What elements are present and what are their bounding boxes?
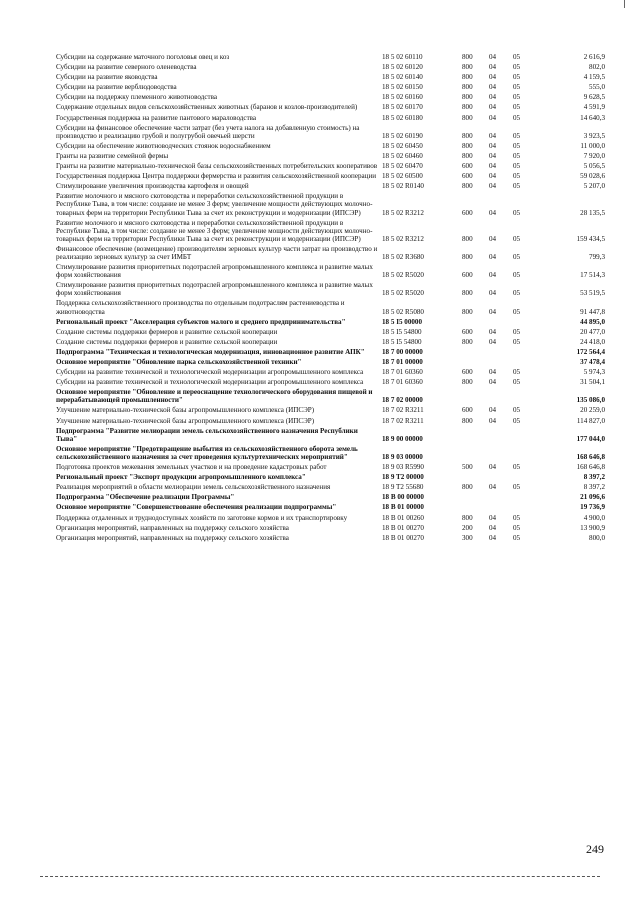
row-amount: 159 434,5 (576, 234, 605, 243)
row-amount: 44 895,0 (580, 317, 605, 326)
row-section: 04 (489, 83, 497, 92)
row-section: 04 (489, 533, 497, 542)
row-subsection: 05 (513, 53, 521, 61)
row-amount: 8 397,2 (583, 473, 605, 482)
row-subsection: 05 (513, 271, 521, 280)
row-amount: 2 616,9 (583, 53, 605, 61)
table-row (56, 191, 605, 217)
row-section: 04 (489, 162, 497, 171)
row-expense-type: 800 (462, 307, 473, 316)
row-subsection (513, 444, 539, 462)
table-row (56, 327, 605, 337)
row-name: Основное мероприятие "Совершенствование обеспечения реализации подпрограммы" (56, 503, 337, 512)
row-name: Субсидии на развитие технической и технологической модернизации агропромышленного комплекса (56, 368, 364, 377)
row-expense-type: 600 (462, 406, 473, 415)
row-code: 18 5 02 R0140 (382, 182, 424, 191)
row-amount: 555,0 (589, 83, 605, 92)
row-amount: 91 447,8 (580, 307, 605, 316)
row-expense-type: 800 (462, 141, 473, 150)
row-code: 18 7 02 R3211 (382, 406, 424, 415)
row-amount: 7 920,0 (583, 151, 605, 160)
row-section: 04 (489, 307, 497, 316)
row-name: Гранты на развитие семейной фермы (56, 151, 169, 160)
row-amount: 4 591,9 (583, 103, 605, 112)
table-row (56, 347, 605, 357)
row-code: 18 9 T2 00000 (382, 473, 424, 482)
row-amount: 5 974,3 (583, 368, 605, 377)
row-expense-type: 800 (462, 103, 473, 112)
row-section: 04 (489, 483, 497, 492)
row-subsection: 05 (513, 368, 521, 377)
row-name: Региональный проект "Экспорт продукции агропромышленного комплекса" (56, 473, 306, 482)
row-subsection (513, 357, 539, 367)
table-row (56, 113, 605, 123)
row-name: Основное мероприятие "Обновление и переоснащение технологического оборудования пищевой и перерабатывающей промышленности" (56, 388, 373, 405)
row-code: 18 5 02 R3212 (382, 208, 424, 217)
row-expense-type: 600 (462, 327, 473, 336)
row-name: Создание системы поддержки фермеров и развитие сельской кооперации (56, 337, 278, 346)
table-row (56, 444, 605, 462)
table-row (56, 367, 605, 377)
row-code: 18 B 01 00260 (382, 513, 424, 522)
row-name: Развитие молочного и мясного скотоводства и переработки сельскохозяйственной продукции в Республике Тыва, в том числе: создание не менее 3 ферм; увеличение мощности действующих молочно-товарных ферм на территории Республики Тыва за счет их реконструкции и модернизации (ИПСЭР) (56, 218, 373, 243)
row-code: 18 5 02 60500 (382, 172, 423, 181)
row-code: 18 5 02 60190 (382, 131, 423, 140)
row-name: Субсидии на развитие северного оленеводства (56, 63, 197, 72)
row-section: 04 (489, 113, 497, 122)
row-name: Основное мероприятие "Предотвращение выбытия из сельскохозяйственного оборота земель сельскохозяйственного назначения за счет проведения культуртехнических мероприятий" (56, 444, 358, 461)
row-amount: 3 923,5 (583, 131, 605, 140)
table-row (56, 513, 605, 523)
page-number: 249 (586, 842, 604, 856)
row-expense-type: 800 (462, 182, 473, 191)
row-expense-type: 600 (462, 172, 473, 181)
row-section: 04 (489, 406, 497, 415)
row-code: 18 B 01 00270 (382, 523, 424, 532)
row-subsection: 05 (513, 131, 521, 140)
row-section: 04 (489, 103, 497, 112)
row-section (489, 357, 513, 367)
row-name: Развитие молочного и мясного скотоводства и переработки сельскохозяйственной продукции в Республике Тыва, в том числе: создание не менее 3 ферм; увеличение мощности действующих молочно-товарных ферм на территории Республики Тыва за счет их реконструкции и модернизации (ИПСЭР) (56, 192, 373, 217)
row-name: Государственная поддержка Центра поддержки фермерства и развития сельскохозяйственной кооперации (56, 172, 377, 181)
row-expense-type (462, 502, 489, 512)
table-row (56, 492, 605, 502)
row-expense-type: 200 (462, 523, 473, 532)
row-name: Организация мероприятий, направленных на поддержку сельского хозяйства (56, 523, 289, 532)
row-name: Подпрограмма "Развитие мелиорации земель сельскохозяйственного назначения Республики Тыва" (56, 426, 358, 443)
row-name: Содержание отдельных видов сельскохозяйственных животных (баранов и козлов-производителей) (56, 103, 358, 112)
table-row (56, 533, 605, 543)
row-subsection: 05 (513, 73, 521, 82)
row-amount: 114 827,0 (576, 416, 605, 425)
table-row (56, 244, 605, 262)
row-code: 18 5 I5 54800 (382, 337, 422, 346)
row-subsection (513, 492, 539, 502)
row-name: Субсидии на содержание маточного поголовья овец и коз (56, 53, 230, 61)
row-amount: 31 504,1 (580, 378, 605, 387)
row-expense-type: 800 (462, 83, 473, 92)
row-section: 04 (489, 513, 497, 522)
row-amount: 9 628,5 (583, 93, 605, 102)
row-section: 04 (489, 151, 497, 160)
footer-divider (40, 876, 600, 877)
row-section (489, 492, 513, 502)
row-section: 04 (489, 327, 497, 336)
row-amount: 800,0 (589, 533, 605, 542)
table-row (56, 62, 605, 72)
table-row (56, 387, 605, 405)
row-name: Стимулирование развития приоритетных подотраслей агропромышленного комплекса и развитие малых форм хозяйствования (56, 263, 373, 280)
row-name: Субсидии на поддержку племенного животноводства (56, 93, 217, 102)
row-subsection: 05 (513, 151, 521, 160)
row-subsection (513, 347, 539, 357)
row-subsection: 05 (513, 378, 521, 387)
row-section: 04 (489, 271, 497, 280)
table-row (56, 482, 605, 492)
row-amount: 172 564,4 (576, 347, 605, 356)
table-row (56, 472, 605, 482)
table-row (56, 218, 605, 244)
row-amount: 19 736,9 (580, 503, 605, 512)
row-expense-type: 600 (462, 271, 473, 280)
row-section: 04 (489, 463, 497, 472)
row-amount: 20 477,0 (580, 327, 605, 336)
row-subsection: 05 (513, 289, 521, 298)
row-code: 18 B 01 00270 (382, 533, 424, 542)
row-amount: 799,3 (589, 252, 605, 261)
row-expense-type: 800 (462, 131, 473, 140)
row-amount: 14 640,3 (580, 113, 605, 122)
row-code: 18 5 02 60110 (382, 53, 423, 61)
row-section: 04 (489, 368, 497, 377)
table-row (56, 416, 605, 426)
row-code: 18 7 02 R3211 (382, 416, 424, 425)
budget-table-body (56, 52, 605, 543)
table-row (56, 317, 605, 327)
row-name: Субсидии на развитие верблюдоводства (56, 83, 177, 92)
row-name: Поддержка сельскохозяйственного производства по отдельным подотраслям растениеводства и животноводства (56, 299, 345, 316)
row-section (489, 472, 513, 482)
table-row (56, 405, 605, 415)
row-name: Государственная поддержка на развитие пантового мараловодства (56, 113, 257, 122)
table-row (56, 181, 605, 191)
row-expense-type: 800 (462, 416, 473, 425)
row-subsection: 05 (513, 337, 521, 346)
row-code: 18 5 02 R3680 (382, 252, 424, 261)
table-row (56, 82, 605, 92)
row-subsection: 05 (513, 483, 521, 492)
table-row (56, 92, 605, 102)
row-code: 18 5 02 R3212 (382, 234, 424, 243)
row-code: 18 9 00 00000 (382, 434, 423, 443)
row-code: 18 5 02 60140 (382, 73, 423, 82)
row-subsection: 05 (513, 327, 521, 336)
row-expense-type: 800 (462, 483, 473, 492)
row-expense-type (462, 444, 489, 462)
table-row (56, 502, 605, 512)
row-code: 18 5 02 60150 (382, 83, 423, 92)
row-expense-type: 800 (462, 234, 473, 243)
row-code: 18 7 01 60360 (382, 378, 423, 387)
row-subsection: 05 (513, 234, 521, 243)
row-expense-type: 800 (462, 63, 473, 72)
row-subsection: 05 (513, 172, 521, 181)
row-code: 18 9 03 00000 (382, 452, 423, 461)
row-name: Финансовое обеспечение (возмещение) производителям зерновых культур части затрат на производство и реализацию зерновых культур за счет ИМБТ (56, 244, 378, 261)
row-name: Субсидии на развитие технической и технологической модернизации агропромышленного комплекса (56, 378, 364, 387)
row-name: Субсидии на финансовое обеспечение части затрат (без учета налога на добавленную стоимость) на производство и реализацию грубой и полугрубой овечьей шерсти (56, 123, 360, 140)
row-section (489, 317, 513, 327)
row-section: 04 (489, 182, 497, 191)
row-code: 18 B 00 00000 (382, 493, 424, 502)
table-row (56, 337, 605, 347)
row-amount: 17 514,3 (580, 271, 605, 280)
table-row (56, 357, 605, 367)
row-amount: 53 519,5 (580, 289, 605, 298)
row-code: 18 5 02 R5080 (382, 307, 424, 316)
row-code: 18 5 02 60120 (382, 63, 423, 72)
row-amount: 20 259,0 (580, 406, 605, 415)
row-expense-type: 300 (462, 533, 473, 542)
row-code: 18 5 I5 54800 (382, 327, 422, 336)
row-section: 04 (489, 416, 497, 425)
row-section: 04 (489, 337, 497, 346)
row-section: 04 (489, 93, 497, 102)
row-subsection: 05 (513, 83, 521, 92)
row-section (489, 387, 513, 405)
row-section: 04 (489, 63, 497, 72)
row-code: 18 5 I5 00000 (382, 317, 423, 326)
row-expense-type: 800 (462, 151, 473, 160)
table-row (56, 280, 605, 298)
row-expense-type (462, 347, 489, 357)
table-row (56, 262, 605, 280)
row-amount: 5 207,0 (583, 182, 605, 191)
table-row (56, 151, 605, 161)
row-subsection (513, 317, 539, 327)
row-name: Создание системы поддержки фермеров и развитие сельской кооперации (56, 327, 278, 336)
budget-table (56, 52, 605, 543)
row-subsection: 05 (513, 93, 521, 102)
row-amount: 4 159,5 (583, 73, 605, 82)
row-subsection (513, 387, 539, 405)
row-amount: 802,0 (589, 63, 605, 72)
row-amount: 5 056,5 (583, 162, 605, 171)
row-code: 18 5 02 R5020 (382, 271, 424, 280)
row-amount: 168 646,8 (576, 452, 605, 461)
row-name: Стимулирование увеличения производства картофеля и овощей (56, 182, 249, 191)
table-row (56, 123, 605, 141)
row-name: Улучшение материально-технической базы агропромышленного комплекса (ИПСЭР) (56, 416, 315, 425)
row-code: 18 7 00 00000 (382, 347, 423, 356)
row-name: Улучшение материально-технической базы агропромышленного комплекса (ИПСЭР) (56, 406, 315, 415)
row-expense-type (462, 357, 489, 367)
row-subsection: 05 (513, 63, 521, 72)
row-section: 04 (489, 289, 497, 298)
row-expense-type: 800 (462, 337, 473, 346)
row-subsection: 05 (513, 307, 521, 316)
row-name: Подпрограмма "Обеспечение реализации Программы" (56, 493, 235, 502)
row-subsection: 05 (513, 113, 521, 122)
row-subsection: 05 (513, 463, 521, 472)
row-code: 18 5 02 60450 (382, 141, 423, 150)
row-section: 04 (489, 378, 497, 387)
row-name: Подготовка проектов межевания земельных участков и на проведение кадастровых работ (56, 463, 327, 472)
row-expense-type (462, 492, 489, 502)
row-section: 04 (489, 252, 497, 261)
row-code: 18 9 03 R5990 (382, 463, 424, 472)
row-expense-type: 800 (462, 73, 473, 82)
row-section: 04 (489, 234, 497, 243)
table-row (56, 72, 605, 82)
row-subsection (513, 502, 539, 512)
row-expense-type (462, 317, 489, 327)
row-subsection: 05 (513, 208, 521, 217)
row-code: 18 5 02 60170 (382, 103, 423, 112)
row-expense-type: 600 (462, 208, 473, 217)
table-row (56, 523, 605, 533)
table-row (56, 141, 605, 151)
row-section: 04 (489, 141, 497, 150)
row-amount: 4 900,0 (583, 513, 605, 522)
row-amount: 177 044,0 (576, 434, 605, 443)
table-row (56, 52, 605, 62)
row-section: 04 (489, 523, 497, 532)
row-subsection: 05 (513, 182, 521, 191)
row-expense-type (462, 472, 489, 482)
row-subsection: 05 (513, 141, 521, 150)
row-code: 18 5 02 60180 (382, 113, 423, 122)
row-name: Реализация мероприятий в области мелиорации земель сельскохозяйственного назначения (56, 483, 331, 492)
row-section (489, 347, 513, 357)
table-row (56, 426, 605, 444)
row-expense-type: 800 (462, 289, 473, 298)
row-name: Основное мероприятие "Обновление парка сельскохозяйственной техники" (56, 358, 302, 366)
row-amount: 37 478,4 (580, 358, 605, 366)
row-amount: 59 028,6 (580, 172, 605, 181)
row-expense-type: 600 (462, 368, 473, 377)
row-subsection: 05 (513, 406, 521, 415)
row-expense-type: 800 (462, 53, 473, 61)
row-section: 04 (489, 53, 497, 61)
row-name: Подпрограмма "Техническая и технологическая модернизация, инновационное развитие АПК" (56, 347, 365, 356)
row-amount: 168 646,8 (576, 463, 605, 472)
row-name: Организация мероприятий, направленных на поддержку сельского хозяйства (56, 533, 289, 542)
row-name: Гранты на развитие материально-технической базы сельскохозяйственных потребительских кооперативов (56, 162, 378, 171)
row-amount: 11 000,0 (580, 141, 605, 150)
row-code: 18 5 02 60460 (382, 151, 423, 160)
row-section: 04 (489, 208, 497, 217)
row-amount: 8 397,2 (583, 483, 605, 492)
table-row (56, 171, 605, 181)
row-code: 18 5 02 R5020 (382, 289, 424, 298)
table-row (56, 462, 605, 472)
row-subsection: 05 (513, 103, 521, 112)
row-code: 18 9 T2 55680 (382, 483, 424, 492)
row-name: Субсидии на обеспечение животноводческих стоянок водоснабжением (56, 141, 271, 150)
row-code: 18 7 01 60360 (382, 368, 423, 377)
row-name: Региональный проект "Акселерация субъектов малого и среднего предпринимательства" (56, 317, 346, 326)
row-code: 18 5 02 60470 (382, 162, 423, 171)
row-subsection: 05 (513, 162, 521, 171)
row-amount: 28 135,5 (580, 208, 605, 217)
row-name: Субсидии на развитие яководства (56, 73, 158, 82)
row-subsection: 05 (513, 513, 521, 522)
row-subsection: 05 (513, 533, 521, 542)
row-section (489, 444, 513, 462)
row-expense-type: 800 (462, 93, 473, 102)
row-subsection: 05 (513, 523, 521, 532)
row-code: 18 7 01 00000 (382, 358, 423, 366)
row-subsection: 05 (513, 252, 521, 261)
row-code: 18 7 02 00000 (382, 396, 423, 405)
row-code: 18 B 01 00000 (382, 503, 424, 512)
row-expense-type (462, 387, 489, 405)
row-expense-type: 600 (462, 162, 473, 171)
row-amount: 24 418,0 (580, 337, 605, 346)
table-row (56, 102, 605, 112)
row-expense-type: 500 (462, 463, 473, 472)
table-row (56, 161, 605, 171)
row-amount: 21 096,6 (580, 493, 605, 502)
row-subsection (513, 472, 539, 482)
row-section: 04 (489, 73, 497, 82)
row-name: Стимулирование развития приоритетных подотраслей агропромышленного комплекса и развитие малых форм хозяйствования (56, 281, 373, 298)
row-section (489, 502, 513, 512)
row-section: 04 (489, 172, 497, 181)
row-section (489, 426, 513, 444)
row-expense-type: 800 (462, 513, 473, 522)
row-amount: 13 900,9 (580, 523, 605, 532)
row-subsection: 05 (513, 416, 521, 425)
row-name: Поддержка отдаленных и труднодоступных хозяйств по заготовке кормов и их транспортировку (56, 513, 348, 522)
row-expense-type: 800 (462, 252, 473, 261)
row-code: 18 5 02 60160 (382, 93, 423, 102)
row-expense-type: 800 (462, 378, 473, 387)
row-expense-type (462, 426, 489, 444)
scan-corner-mark (624, 0, 625, 8)
row-expense-type: 800 (462, 113, 473, 122)
table-row (56, 298, 605, 316)
row-amount: 135 086,0 (576, 396, 605, 405)
row-section: 04 (489, 131, 497, 140)
row-subsection (513, 426, 539, 444)
table-row (56, 377, 605, 387)
